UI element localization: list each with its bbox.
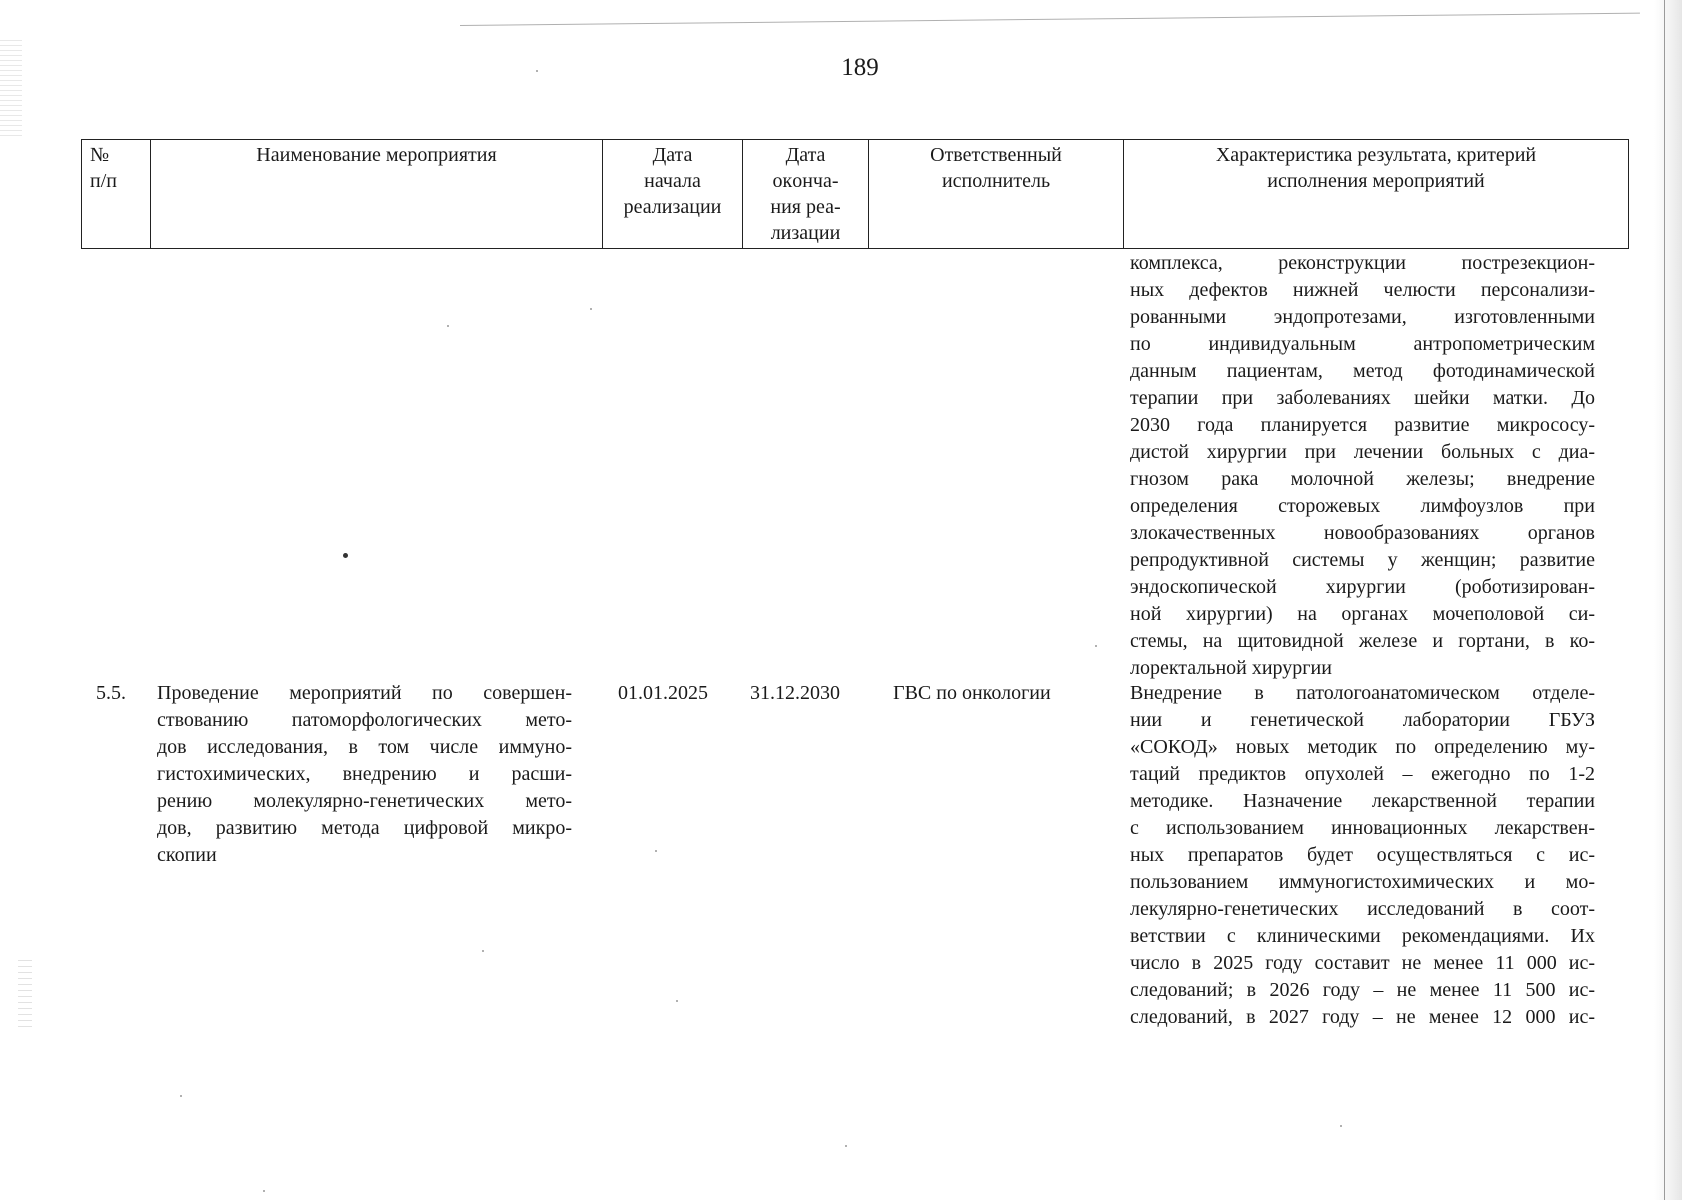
scan-dot [343,553,348,558]
scan-smudge [18,960,32,1030]
name-line: гистохимических, внедрению и расши- [157,763,572,785]
continuation-result [1130,250,1595,682]
scan-line [460,13,1640,26]
result-line: по индивидуальным антропометрическим [1130,333,1595,355]
scan-smudge [0,40,22,140]
result-line: число в 2025 году составит не менее 11 000 ис- [1130,952,1595,974]
header-result-text: Характеристика результата, критерий исполнения мероприятий [1215,144,1537,192]
result-line: таций предиктов опухолей – ежегодно по 1-2 [1130,763,1595,785]
result-line: пользованием иммуногистохимических и мо- [1130,871,1595,893]
result-line: 2030 года планируется развитие микрососу- [1130,414,1595,436]
scan-speck [1095,645,1097,647]
result-line: лоректальной хирургии [1130,657,1332,679]
result-line: лекулярно-генетических исследований в соот- [1130,898,1595,920]
result-line: Внедрение в патологоанатомическом отделе- [1130,682,1595,704]
result-line: нии и генетической лаборатории ГБУЗ [1130,709,1595,731]
scan-speck [1340,1125,1342,1127]
scan-speck [590,308,592,310]
name-line: дов исследования, в том числе иммуно- [157,736,572,758]
header-name-text: Наименование мероприятия [256,144,497,166]
page-number: 189 [841,54,879,81]
name-line: дов, развитию метода цифровой микро- [157,817,572,839]
header-result [1124,140,1629,249]
result-line: данным пациентам, метод фотодинамической [1130,360,1595,382]
scan-speck [655,850,657,852]
result-line: рованными эндопротезами, изготовленными [1130,306,1595,328]
header-name [151,140,603,249]
result-line: методике. Назначение лекарственной терапии [1130,790,1595,812]
scan-speck [263,1190,265,1192]
scan-speck [482,950,484,952]
result-line: ной хирургии) на органах мочеполовой си- [1130,603,1595,625]
header-start-date [603,140,743,249]
header-responsible [869,140,1124,249]
row-start-date: 01.01.2025 [618,682,708,704]
result-line: эндоскопической хирургии (роботизирован- [1130,576,1595,598]
result-line: «СОКОД» новых методик по определению му- [1130,736,1595,758]
result-line: терапии при заболеваниях шейки матки. До [1130,387,1595,409]
name-line: рению молекулярно-генетических мето- [157,790,572,812]
result-line: с использованием инновационных лекарствен- [1130,817,1595,839]
result-line: ных дефектов нижней челюсти персонализи- [1130,279,1595,301]
header-num [82,140,151,249]
result-line: репродуктивной системы у женщин; развитие [1130,549,1595,571]
result-line: комплекса, реконструкции пострезекцион- [1130,252,1595,274]
name-line: Проведение мероприятий по совершен- [157,682,572,704]
result-line: стемы, на щитовидной железе и гортани, в ко- [1130,630,1595,652]
header-start-date-text: Дата начала реализации [623,144,722,218]
header-end-date [743,140,869,249]
scan-edge [1654,0,1682,1200]
result-line: следований, в 2027 году – не менее 12 000 ис- [1130,1006,1595,1028]
header-end-date-text: Дата oкoнча- ния реа- лизации [770,144,841,244]
result-line: гнозом рака молочной железы; внедрение [1130,468,1595,490]
result-line: определения сторожевых лимфоузлов при [1130,495,1595,517]
row-number: 5.5. [96,682,126,704]
scan-speck [845,1145,847,1147]
scan-speck [676,1000,678,1002]
scan-speck [447,325,449,327]
name-line: ствованию патоморфологических мето- [157,709,572,731]
name-line: скопии [157,844,217,866]
row-result [1130,680,1595,1031]
scan-speck [536,70,538,72]
scan-speck [180,1095,182,1097]
result-line: следований; в 2026 году – не менее 11 500 ис- [1130,979,1595,1001]
result-line: ных препаратов будет осуществляться с ис- [1130,844,1595,866]
table-header [81,139,1629,249]
header-num-text: № п/п [90,144,117,192]
result-line: злокачественных новообразованиях органов [1130,522,1595,544]
result-line: ветствии с клиническими рекомендациями. Их [1130,925,1595,947]
row-name [157,680,572,869]
header-responsible-text: Ответственный исполнитель [930,144,1062,192]
result-line: дистой хирургии при лечении больных с диа- [1130,441,1595,463]
row-end-date: 31.12.2030 [750,682,840,704]
row-responsible: ГВС по онкологии [893,682,1051,704]
